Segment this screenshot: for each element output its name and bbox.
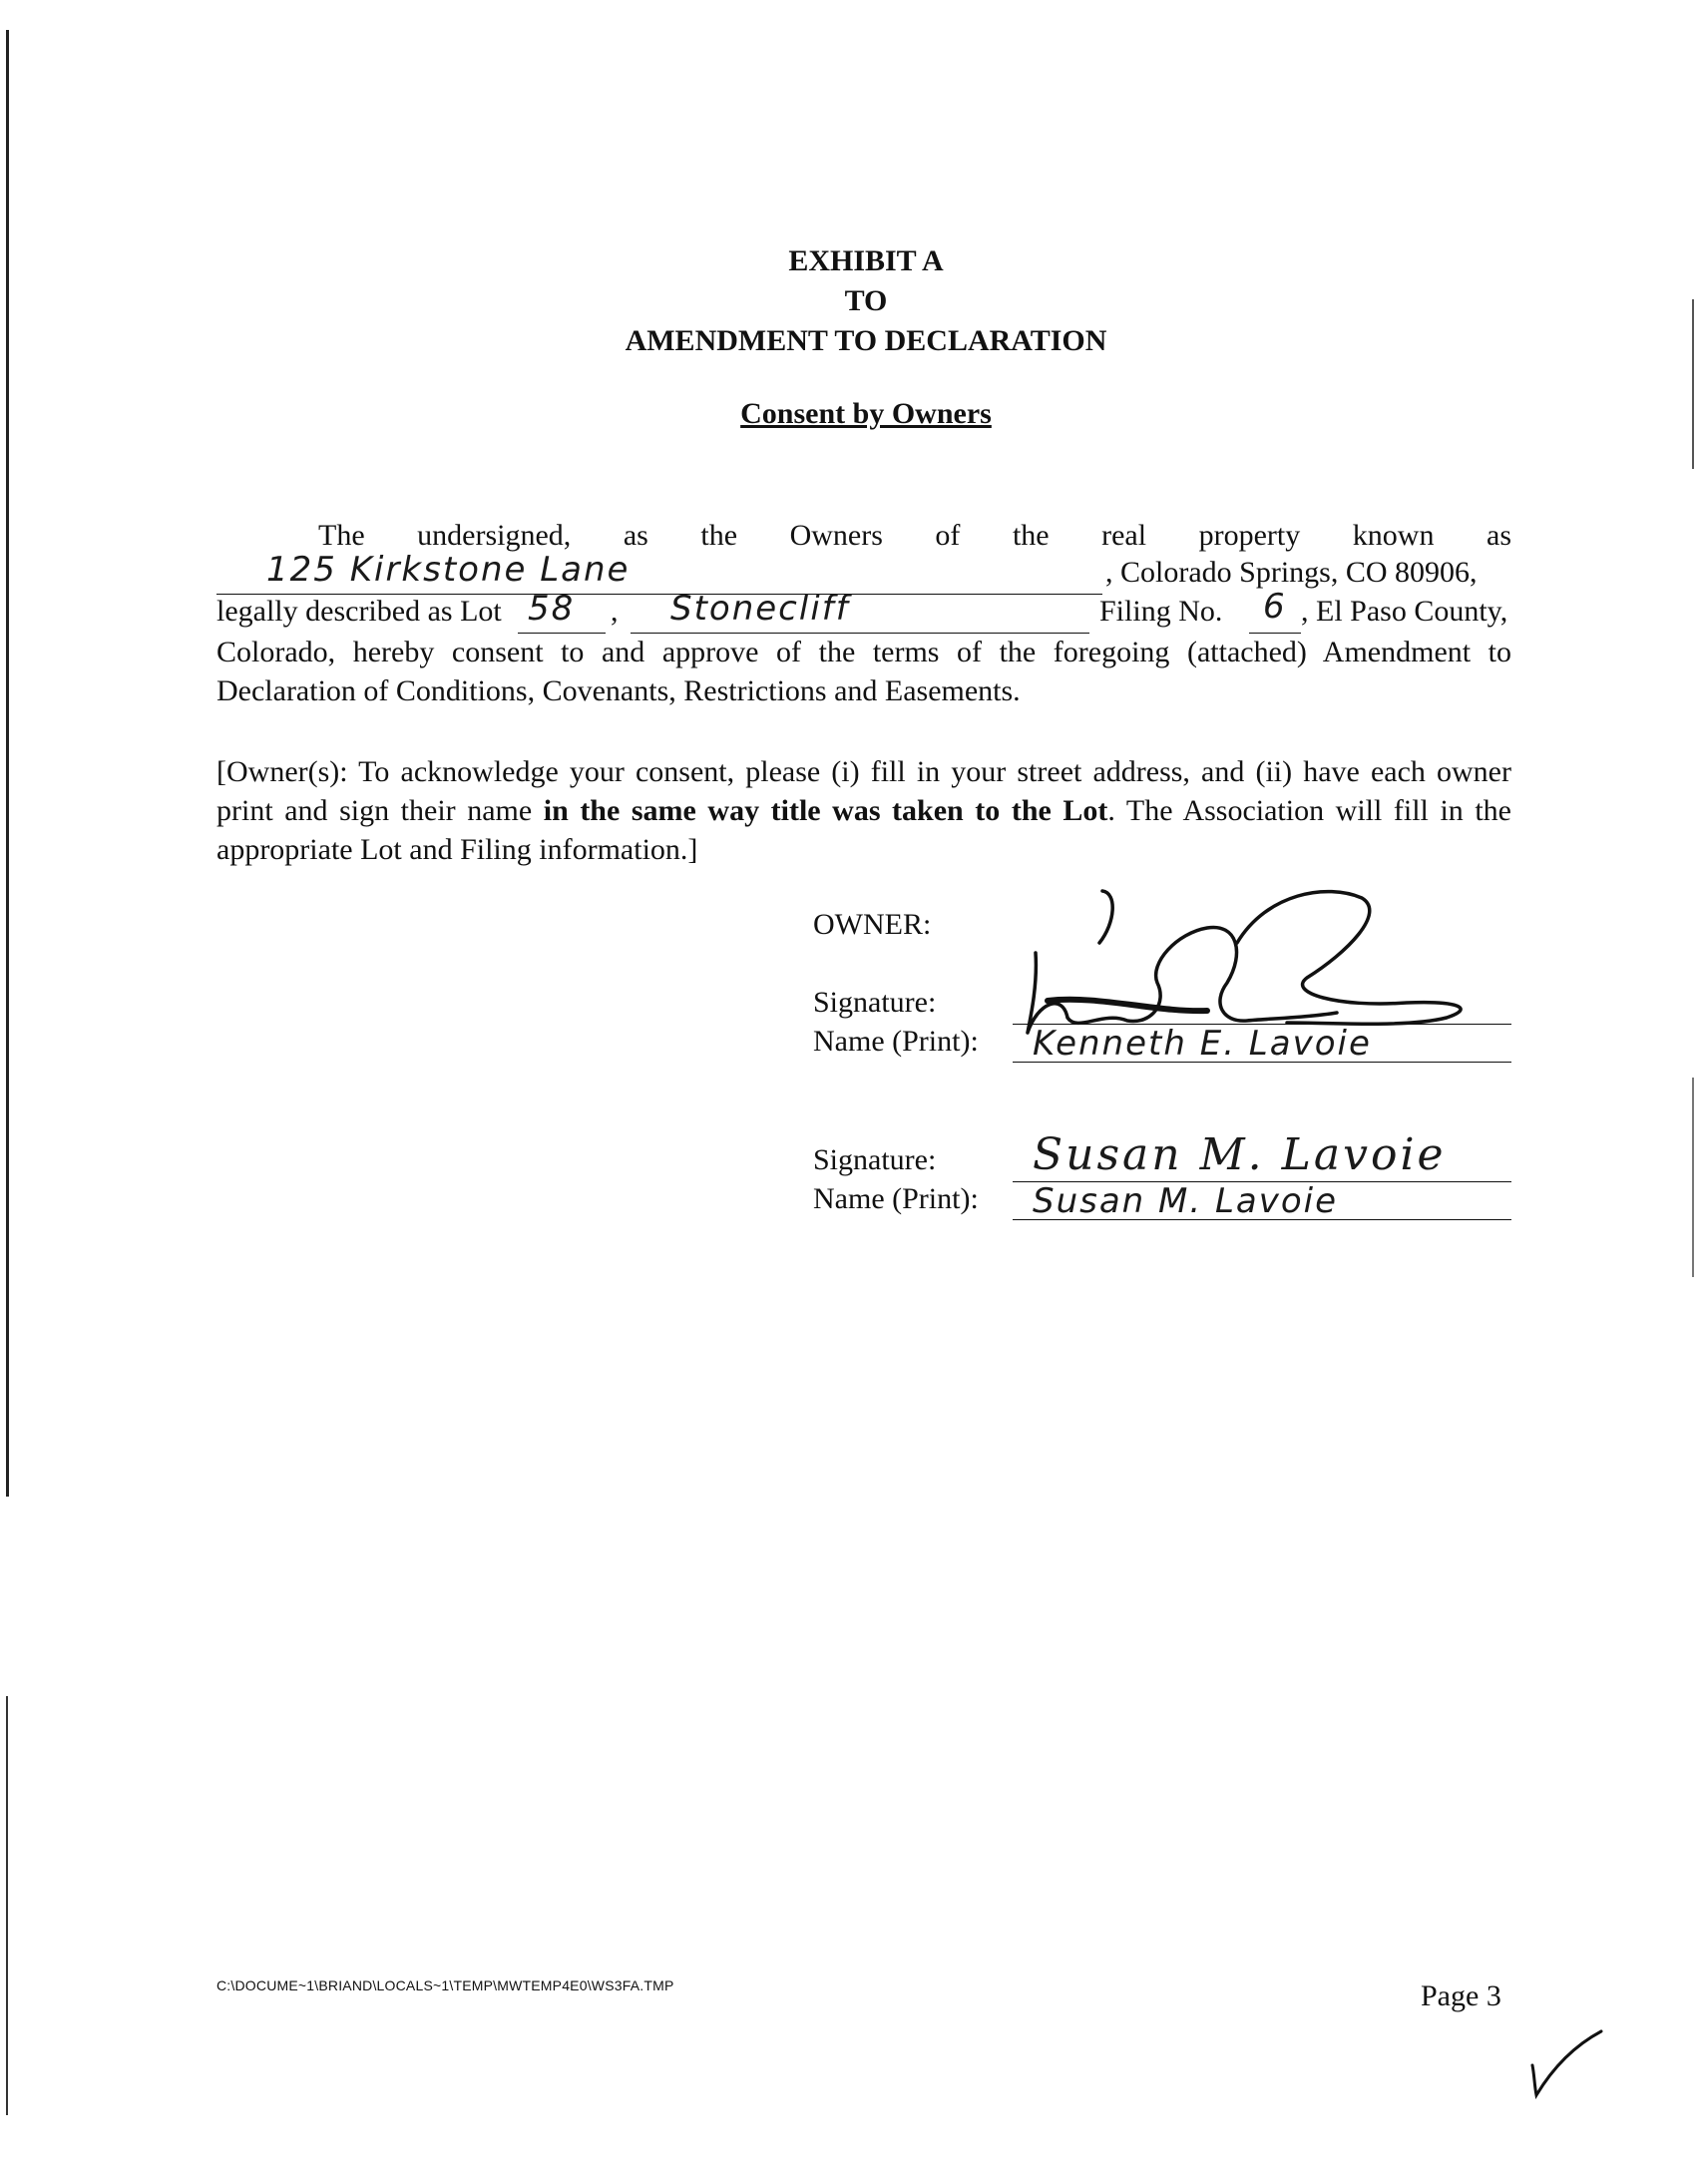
word: property xyxy=(1198,519,1301,552)
instructions-bold: in the same way title was taken to the Lot xyxy=(543,794,1108,827)
word: known xyxy=(1352,519,1435,552)
paragraph1-rest: Colorado, hereby consent to and approve of the terms of the foregoing (attached) Amendment to Declaration of Conditions, Covenants, Restrictions and Easements. xyxy=(216,636,1511,707)
lot-field[interactable] xyxy=(518,589,606,634)
address-handwritten: 125 Kirkstone Lane xyxy=(266,550,631,590)
name-line-1[interactable] xyxy=(1013,1024,1511,1064)
owner2-signature-handwritten: Susan M. Lavoie xyxy=(1033,1129,1447,1180)
page-number: Page 3 xyxy=(1421,1979,1501,2012)
filing-field[interactable] xyxy=(1249,587,1301,634)
word: undersigned, xyxy=(417,519,572,552)
owner1-name-handwritten: Kenneth E. Lavoie xyxy=(1033,1024,1372,1064)
word: as xyxy=(1487,519,1511,552)
lot-handwritten: 58 xyxy=(528,589,576,629)
exhibit-title xyxy=(0,241,1700,361)
instructions-paragraph xyxy=(216,752,1511,869)
filing-label: Filing No. xyxy=(1099,595,1223,628)
word: Owners xyxy=(789,519,883,552)
subdivision-field[interactable] xyxy=(631,589,1089,634)
check-mark-icon xyxy=(1526,2025,1606,2105)
scan-edge-left-lower xyxy=(6,1696,8,2115)
name-label-2: Name (Print): xyxy=(813,1182,979,1215)
owner-label: OWNER: xyxy=(813,908,932,941)
signature-label-2: Signature: xyxy=(813,1143,937,1176)
word: as xyxy=(623,519,648,552)
instructions-text-1: [Owner(s): To acknowledge your consent, please (i) fill in your street address, and (ii) have each owner print and sign their name xyxy=(216,755,1511,827)
word: of xyxy=(935,519,961,552)
subdivision-handwritten: Stonecliff xyxy=(670,589,850,629)
word: The xyxy=(318,519,365,552)
scan-edge-right-lower xyxy=(1692,1078,1694,1277)
signature-label-1: Signature: xyxy=(813,986,937,1019)
legal-prefix: legally described as Lot xyxy=(216,595,502,628)
comma: , xyxy=(611,595,619,628)
address-field[interactable] xyxy=(216,550,1102,595)
word: real xyxy=(1101,519,1147,552)
consent-subtitle: Consent by Owners xyxy=(740,397,992,430)
name-label-1: Name (Print): xyxy=(813,1025,979,1058)
title-line-1: EXHIBIT A xyxy=(788,244,944,277)
county-suffix: , El Paso County, xyxy=(1301,595,1508,628)
file-path: C:\DOCUME~1\BRIAND\LOCALS~1\TEMP\MWTEMP4E0\WS3FA.TMP xyxy=(216,1977,674,1993)
instructions-text-2: . The Association will fill in the appropriate Lot and Filing information.] xyxy=(216,794,1511,866)
title-line-2: TO xyxy=(844,284,888,317)
word: the xyxy=(1012,519,1050,552)
title-line-3: AMENDMENT TO DECLARATION xyxy=(625,324,1107,357)
owner2-name-handwritten: Susan M. Lavoie xyxy=(1033,1181,1339,1221)
name-line-2[interactable] xyxy=(1013,1181,1511,1221)
filing-handwritten: 6 xyxy=(1263,587,1287,627)
word: the xyxy=(700,519,738,552)
address-suffix: , Colorado Springs, CO 80906, xyxy=(1105,556,1478,589)
